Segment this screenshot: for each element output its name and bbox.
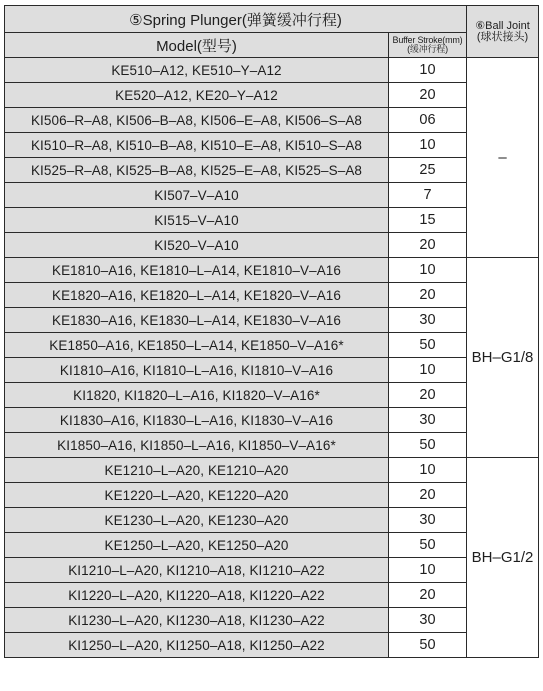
model-cell: KI1850–A16, KI1850–L–A16, KI1850–V–A16*: [5, 433, 389, 458]
model-cell: KI510–R–A8, KI510–B–A8, KI510–E–A8, KI510–S–A8: [5, 133, 389, 158]
table-row: [5, 83, 539, 108]
model-cell: KE1210–L–A20, KE1210–A20: [5, 458, 389, 483]
buffer-stroke-cell: 20: [389, 233, 467, 258]
ball-joint-header: [467, 6, 539, 58]
model-cell: KI1830–A16, KI1830–L–A16, KI1830–V–A16: [5, 408, 389, 433]
model-cell: KE1230–L–A20, KE1230–A20: [5, 508, 389, 533]
buffer-stroke-cell: 06: [389, 108, 467, 133]
table-row: [5, 583, 539, 608]
buffer-stroke-cell: 50: [389, 533, 467, 558]
model-cell: KI1250–L–A20, KI1250–A18, KI1250–A22: [5, 633, 389, 658]
model-cell: KI507–V–A10: [5, 183, 389, 208]
model-cell: KI506–R–A8, KI506–B–A8, KI506–E–A8, KI506–S–A8: [5, 108, 389, 133]
buffer-stroke-cell: 20: [389, 583, 467, 608]
buffer-stroke-cell: 50: [389, 433, 467, 458]
table-row: [5, 383, 539, 408]
table-row: [5, 483, 539, 508]
buffer-stroke-cell: 10: [389, 133, 467, 158]
model-cell: KE1250–L–A20, KE1250–A20: [5, 533, 389, 558]
buffer-stroke-cell: 30: [389, 608, 467, 633]
buffer-stroke-cell: 30: [389, 308, 467, 333]
buffer-stroke-header-line2: (缓冲行程): [407, 44, 448, 54]
ball-joint-cell: BH–G1/2: [467, 458, 539, 658]
buffer-stroke-cell: 10: [389, 258, 467, 283]
model-cell: KI1220–L–A20, KI1220–A18, KI1220–A22: [5, 583, 389, 608]
spring-plunger-header: ⑤Spring Plunger(弹簧缓冲行程): [5, 6, 467, 33]
buffer-stroke-cell: 20: [389, 283, 467, 308]
model-cell: KE1220–L–A20, KE1220–A20: [5, 483, 389, 508]
table-row: [5, 133, 539, 158]
buffer-stroke-cell: 50: [389, 333, 467, 358]
model-column-header: Model(型号): [5, 33, 389, 58]
spec-table-wrapper: [4, 5, 539, 658]
spring-plunger-spec-table: [4, 5, 539, 658]
table-row: [5, 233, 539, 258]
table-row: [5, 458, 539, 483]
buffer-stroke-cell: 20: [389, 483, 467, 508]
table-row: [5, 308, 539, 333]
table-row: [5, 358, 539, 383]
buffer-stroke-cell: 25: [389, 158, 467, 183]
ball-joint-cell: –: [467, 58, 539, 258]
table-row: [5, 208, 539, 233]
table-row: [5, 258, 539, 283]
model-cell: KE1830–A16, KE1830–L–A14, KE1830–V–A16: [5, 308, 389, 333]
buffer-stroke-header-line1: Buffer Stroke(mm): [392, 35, 463, 45]
table-row: [5, 633, 539, 658]
buffer-stroke-cell: 7: [389, 183, 467, 208]
buffer-stroke-cell: 10: [389, 558, 467, 583]
model-cell: KI1810–A16, KI1810–L–A16, KI1810–V–A16: [5, 358, 389, 383]
buffer-stroke-cell: 50: [389, 633, 467, 658]
buffer-stroke-cell: 10: [389, 58, 467, 83]
table-row: [5, 158, 539, 183]
table-row: [5, 333, 539, 358]
model-cell: KE1850–A16, KE1850–L–A14, KE1850–V–A16*: [5, 333, 389, 358]
model-cell: KI520–V–A10: [5, 233, 389, 258]
model-cell: KE510–A12, KE510–Y–A12: [5, 58, 389, 83]
buffer-stroke-column-header: [389, 33, 467, 58]
table-row: [5, 508, 539, 533]
buffer-stroke-cell: 10: [389, 358, 467, 383]
buffer-stroke-cell: 15: [389, 208, 467, 233]
ball-joint-header-line2: (球状接头): [476, 30, 529, 43]
table-row: [5, 608, 539, 633]
model-cell: KE520–A12, KE20–Y–A12: [5, 83, 389, 108]
table-row: [5, 533, 539, 558]
table-row: [5, 408, 539, 433]
buffer-stroke-cell: 30: [389, 408, 467, 433]
table-row: [5, 433, 539, 458]
model-cell: KI1820, KI1820–L–A16, KI1820–V–A16*: [5, 383, 389, 408]
table-row: [5, 58, 539, 83]
ball-joint-header-line1: ⑥Ball Joint: [475, 19, 530, 32]
buffer-stroke-cell: 20: [389, 383, 467, 408]
model-cell: KE1810–A16, KE1810–L–A14, KE1810–V–A16: [5, 258, 389, 283]
model-cell: KI525–R–A8, KI525–B–A8, KI525–E–A8, KI525–S–A8: [5, 158, 389, 183]
table-row: [5, 183, 539, 208]
table-row: [5, 283, 539, 308]
table-row: [5, 558, 539, 583]
model-cell: KI1230–L–A20, KI1230–A18, KI1230–A22: [5, 608, 389, 633]
model-cell: KE1820–A16, KE1820–L–A14, KE1820–V–A16: [5, 283, 389, 308]
buffer-stroke-cell: 30: [389, 508, 467, 533]
table-row: [5, 108, 539, 133]
model-cell: KI1210–L–A20, KI1210–A18, KI1210–A22: [5, 558, 389, 583]
ball-joint-cell: BH–G1/8: [467, 258, 539, 458]
buffer-stroke-cell: 20: [389, 83, 467, 108]
buffer-stroke-cell: 10: [389, 458, 467, 483]
model-cell: KI515–V–A10: [5, 208, 389, 233]
